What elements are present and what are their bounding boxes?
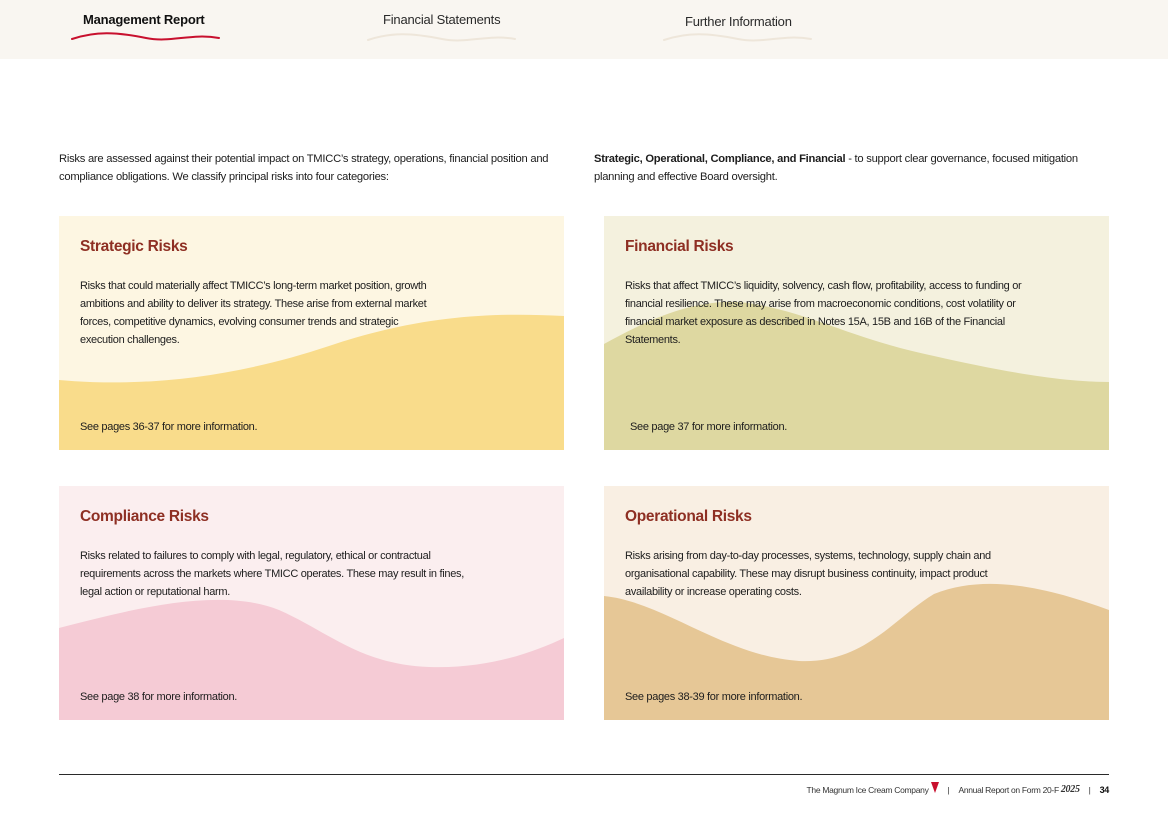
- card-more-info-link[interactable]: See pages 38-39 for more information.: [625, 691, 803, 703]
- strategic-risks-card: [59, 216, 564, 450]
- financial-risks-card: [604, 216, 1109, 450]
- card-more-info-link[interactable]: See page 38 for more information.: [80, 691, 238, 703]
- footer-report-year: 2025: [1060, 784, 1080, 795]
- tab-management-report[interactable]: [83, 12, 205, 27]
- intro-text-right: [594, 150, 1109, 186]
- top-navigation: [0, 0, 1168, 59]
- footer: [807, 784, 1109, 795]
- footer-separator: |: [1088, 784, 1091, 795]
- intro-text-right-rest: - to support clear governance, focused mitigation planning and effective Board oversight.: [594, 153, 1078, 183]
- card-title: Compliance Risks: [80, 508, 209, 525]
- card-more-info-link[interactable]: See pages 36-37 for more information.: [80, 421, 258, 433]
- card-title: Strategic Risks: [80, 238, 188, 255]
- footer-divider: [59, 774, 1109, 775]
- page-number: 34: [1099, 784, 1109, 795]
- card-title: Financial Risks: [625, 238, 734, 255]
- card-title: Operational Risks: [625, 508, 752, 525]
- compliance-risks-card: [59, 486, 564, 720]
- tab-further-information-label: Further Information: [685, 14, 792, 29]
- card-more-info-link[interactable]: See page 37 for more information.: [630, 421, 788, 433]
- company-logo-icon: [931, 782, 939, 795]
- tab-wave-underline: [663, 31, 813, 45]
- tab-further-information[interactable]: [685, 14, 792, 29]
- card-description: Risks arising from day-to-day processes, systems, technology, supply chain and organisational capability. These may disrupt business continuity, impact product availability or increase operating costs.: [625, 550, 991, 598]
- footer-separator: |: [947, 784, 950, 795]
- footer-company-name: The Magnum Ice Cream Company: [806, 784, 929, 795]
- tab-wave-underline: [367, 31, 517, 45]
- intro-categories-bold: Strategic, Operational, Compliance, and Financial: [594, 153, 846, 165]
- card-description: Risks that could materially affect TMICC’s long-term market position, growth ambitions and ability to deliver its strategy. These arise from external market forces, competitive dynamics, evolving consumer trends and strategic execution challenges.: [80, 280, 427, 346]
- active-tab-wave-underline: [71, 30, 221, 44]
- card-description: Risks related to failures to comply with legal, regulatory, ethical or contractual requirements across the markets where TMICC operates. These may result in fines, legal action or reputational harm.: [80, 550, 464, 598]
- tab-financial-statements-label: Financial Statements: [383, 12, 501, 27]
- tab-financial-statements[interactable]: [383, 12, 500, 27]
- operational-risks-card: [604, 486, 1109, 720]
- tab-management-report-label: Management Report: [83, 12, 205, 27]
- intro-text-left: Risks are assessed against their potential impact on TMICC’s strategy, operations, financial position and compliance obligations. We classify principal risks into four categories:: [59, 153, 549, 183]
- footer-report-title: Annual Report on Form 20-F: [958, 784, 1059, 795]
- card-description: Risks that affect TMICC’s liquidity, solvency, cash flow, profitability, access to funding or financial resilience. These may arise from macroeconomic conditions, cost volatility or financial market exposure as described in Notes 15A, 15B and 16B of the Financial Statements.: [625, 280, 1022, 346]
